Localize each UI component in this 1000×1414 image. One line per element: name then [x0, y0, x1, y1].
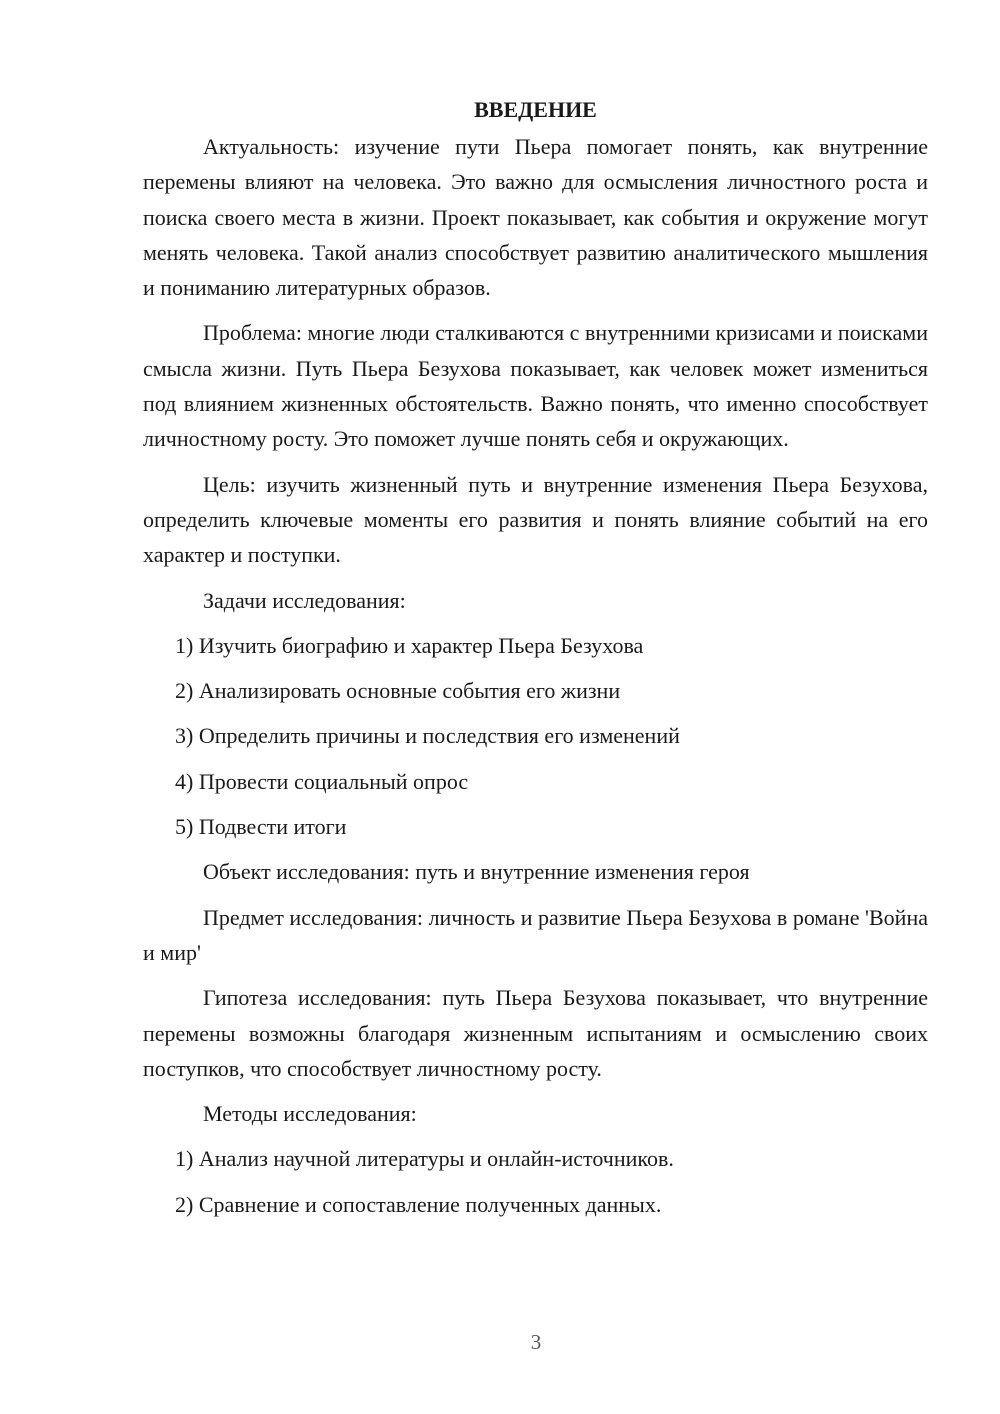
hypothesis-paragraph: Гипотеза исследования: путь Пьера Безухова показывает, что внутренние перемены возможны благодаря жизненным испытаниям и осмыслению своих поступков, что способствует личностному росту. [143, 985, 928, 1081]
task-item: 5) Подвести итоги [175, 814, 347, 840]
methods-heading: Методы исследования: [203, 1101, 417, 1127]
method-item: 2) Сравнение и сопоставление полученных данных. [175, 1191, 662, 1217]
subject-paragraph: Предмет исследования: личность и развитие Пьера Безухова в романе 'Война и мир' [143, 904, 928, 965]
relevance-paragraph: Актуальность: изучение пути Пьера помогает понять, как внутренние перемены влияют на человека. Это важно для осмысления личностного роста и поиска своего места в жизни. Проект показывает, как события и окружение могут менять человека. Такой анализ способствует развитию аналитического мышления и пониманию литературных образов. [143, 134, 928, 301]
task-item: 3) Определить причины и последствия его изменений [175, 723, 680, 749]
task-item: 1) Изучить биографию и характер Пьера Безухова [175, 632, 644, 658]
problem-paragraph: Проблема: многие люди сталкиваются с внутренними кризисами и поисками смысла жизни. Путь Пьера Безухова показывает, как человек может измениться под влиянием жизненных обстоятельств. Важно понять, что именно способствует личностному росту. Это поможет лучше понять себя и окружающих. [143, 320, 928, 452]
goal-paragraph: Цель: изучить жизненный путь и внутренние изменения Пьера Безухова, определить ключевые моменты его развития и понять влияние событий на его характер и поступки. [143, 471, 928, 568]
method-item: 1) Анализ научной литературы и онлайн-источников. [175, 1146, 674, 1172]
page-number: 3 [530, 1330, 542, 1354]
task-item: 4) Провести социальный опрос [175, 768, 469, 794]
object-paragraph: Объект исследования: путь и внутренние изменения героя [203, 859, 750, 885]
document-page [143, 92, 928, 1232]
task-item: 2) Анализировать основные события его жизни [175, 678, 621, 704]
tasks-heading: Задачи исследования: [203, 587, 406, 613]
section-title: ВВЕДЕНИЕ [474, 97, 597, 122]
